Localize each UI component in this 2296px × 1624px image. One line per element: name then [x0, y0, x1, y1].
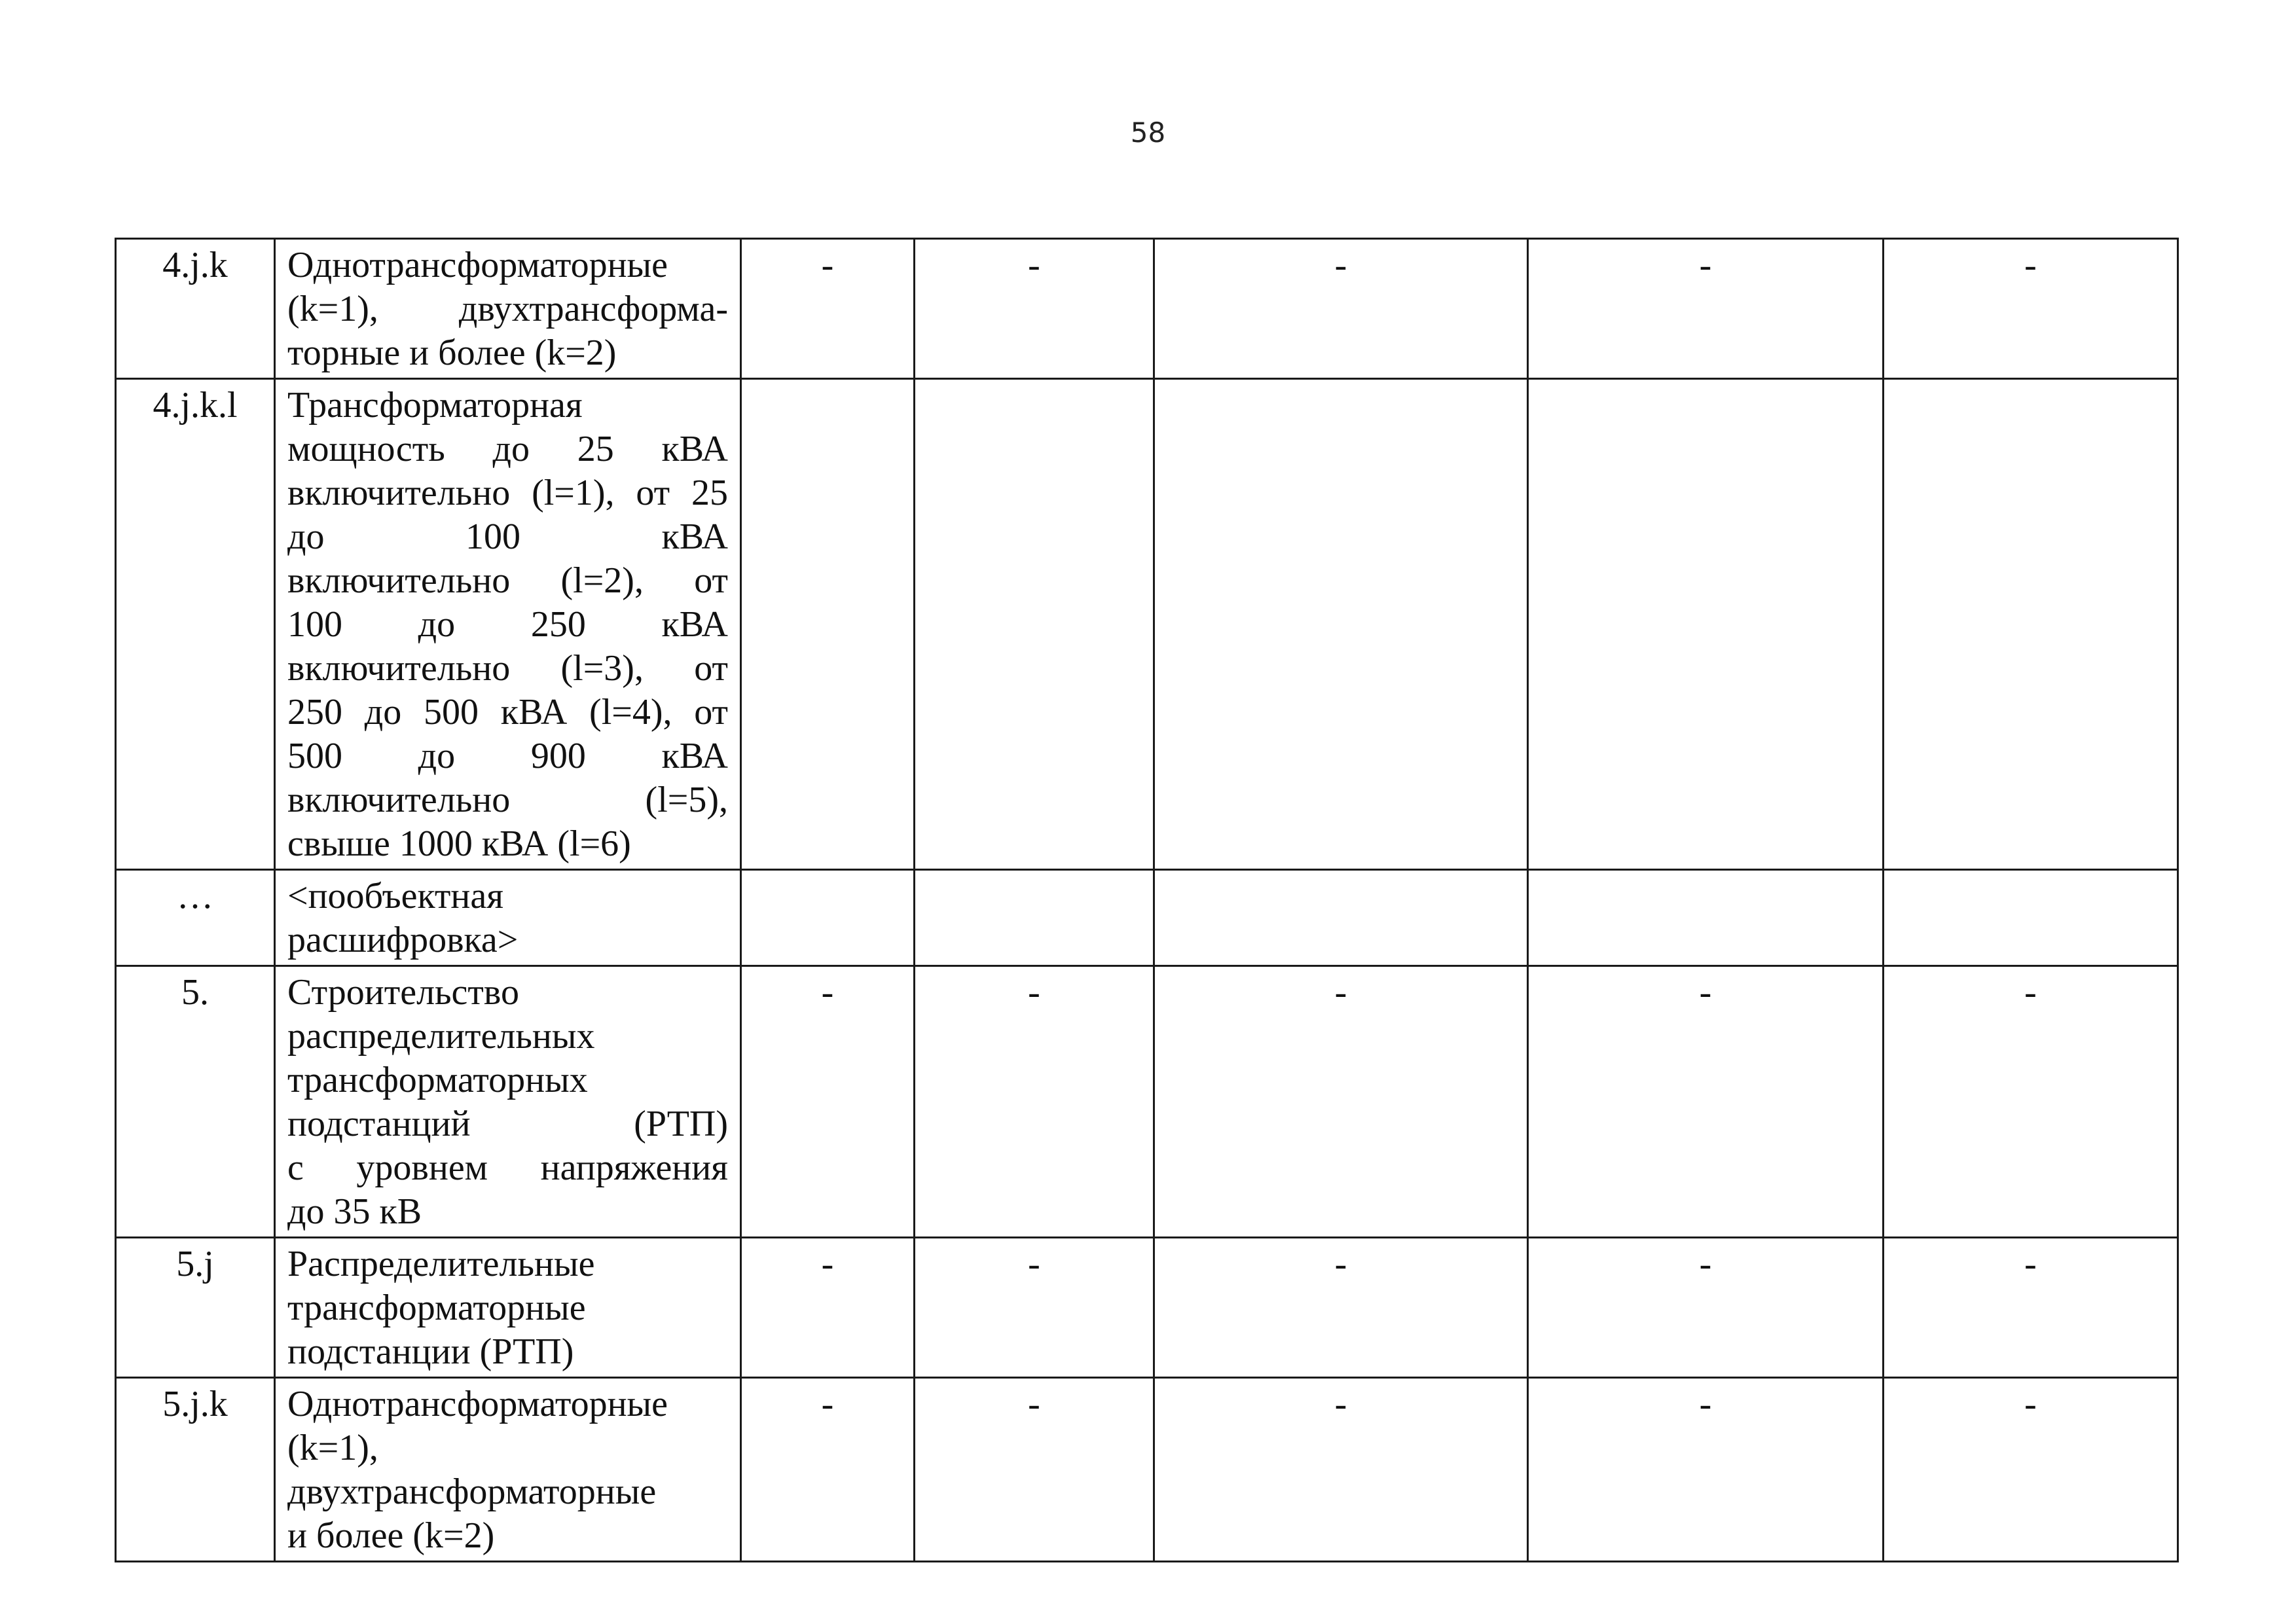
value-cell: -: [915, 239, 1154, 379]
value-cell: -: [1528, 1238, 1884, 1378]
value-cell: -: [915, 966, 1154, 1238]
description-line: Однотрансформаторные: [287, 245, 668, 285]
value-cell: -: [915, 1378, 1154, 1562]
description-cell: [275, 1378, 741, 1562]
table-body: [116, 239, 2178, 1562]
description-line: распределительных: [287, 1016, 595, 1056]
document-table: [115, 238, 2179, 1562]
value-cell: -: [1884, 1378, 2178, 1562]
value-cell: [1884, 379, 2178, 870]
value-cell: -: [1154, 239, 1528, 379]
value-cell: [1528, 379, 1884, 870]
value-cell: [1884, 870, 2178, 966]
description-line: (k=1),: [287, 1428, 378, 1468]
value-cell: -: [741, 1238, 915, 1378]
value-cell: [1528, 870, 1884, 966]
row-number-cell: 5.: [116, 966, 275, 1238]
value-cell: -: [1154, 966, 1528, 1238]
description-line: включительно (l=1), от 25: [287, 473, 728, 513]
value-cell: [1154, 870, 1528, 966]
description-line: (k=1), двухтрансформа-: [287, 289, 728, 329]
value-cell: -: [1154, 1238, 1528, 1378]
value-cell: -: [741, 239, 915, 379]
value-cell: -: [1528, 239, 1884, 379]
description-line: подстанций (РТП): [287, 1104, 728, 1144]
description-line: Строительство: [287, 972, 519, 1013]
table-row: [116, 870, 2178, 966]
description-line: подстанции (РТП): [287, 1331, 574, 1372]
description-line: мощность до 25 кВА: [287, 429, 728, 469]
row-number-cell: …: [116, 870, 275, 966]
value-cell: -: [1884, 1238, 2178, 1378]
table-row: [116, 379, 2178, 870]
table-row: [116, 966, 2178, 1238]
description-line: трансформаторные: [287, 1288, 586, 1328]
description-line: с уровнем напряжения: [287, 1147, 728, 1188]
table-row: [116, 1238, 2178, 1378]
description-line: Трансформаторная: [287, 385, 583, 425]
value-cell: -: [915, 1238, 1154, 1378]
table-row: [116, 239, 2178, 379]
value-cell: -: [1884, 239, 2178, 379]
value-cell: [1154, 379, 1528, 870]
description-cell: [275, 379, 741, 870]
description-line: <пообъектная: [287, 876, 503, 916]
page-number: 58: [1130, 117, 1166, 149]
description-cell: [275, 870, 741, 966]
value-cell: -: [741, 966, 915, 1238]
description-line: трансформаторных: [287, 1060, 588, 1100]
description-cell: [275, 966, 741, 1238]
description-cell: [275, 239, 741, 379]
value-cell: -: [1528, 966, 1884, 1238]
description-line: 250 до 500 кВА (l=4), от: [287, 692, 728, 732]
value-cell: -: [1154, 1378, 1528, 1562]
value-cell: [741, 870, 915, 966]
value-cell: [915, 870, 1154, 966]
value-cell: -: [1528, 1378, 1884, 1562]
value-cell: -: [1884, 966, 2178, 1238]
description-line: до 35 кВ: [287, 1191, 422, 1232]
description-line: расшифровка>: [287, 920, 519, 960]
description-line: 500 до 900 кВА: [287, 736, 728, 776]
value-cell: [741, 379, 915, 870]
value-cell: -: [741, 1378, 915, 1562]
description-line: до 100 кВА: [287, 516, 728, 557]
row-number-cell: 4.j.k.l: [116, 379, 275, 870]
description-line: Распределительные: [287, 1244, 595, 1284]
description-line: свыше 1000 кВА (l=6): [287, 823, 631, 864]
row-number-cell: 4.j.k: [116, 239, 275, 379]
value-cell: [915, 379, 1154, 870]
description-line: включительно (l=2), от: [287, 560, 728, 601]
row-number-cell: 5.j.k: [116, 1378, 275, 1562]
description-line: Однотрансформаторные: [287, 1384, 668, 1424]
description-line: и более (k=2): [287, 1515, 495, 1556]
description-line: включительно (l=3), от: [287, 648, 728, 689]
description-line: включительно (l=5),: [287, 780, 728, 820]
description-line: 100 до 250 кВА: [287, 604, 728, 645]
table-row: [116, 1378, 2178, 1562]
description-line: торные и более (k=2): [287, 333, 617, 373]
row-number-cell: 5.j: [116, 1238, 275, 1378]
description-cell: [275, 1238, 741, 1378]
description-line: двухтрансформаторные: [287, 1471, 657, 1512]
